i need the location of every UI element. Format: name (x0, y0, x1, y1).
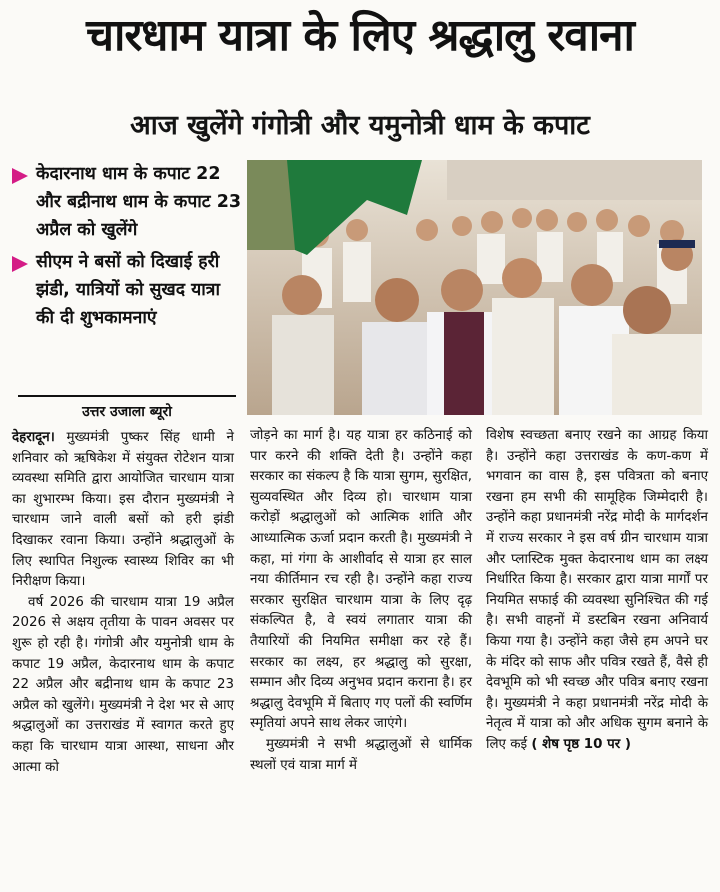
dateline: देहरादून। (12, 430, 55, 445)
article-column-2 (250, 426, 472, 776)
paragraph: जोड़ने का मार्ग है। यह यात्रा हर कठिनाई को पार करने की शक्ति देती है। उन्होंने कहा सरकार का संकल्प है कि यात्रा सुगम, सुरक्षित, सुव्यवस्थित और दिव्य हो। चारधाम यात्रा करोड़ों श्रद्धालुओं को आत्मिक शांति और आध्यात्मिक ऊर्जा प्रदान करती है। मुख्यमंत्री ने कहा, मां गंगा के आशीर्वाद से यात्रा हर साल नया कीर्तिमान रच रही है। उन्होंने कहा राज्य सरकार सुरक्षित चारधाम यात्रा के लिए दृढ़ संकल्पित है, वे स्वयं लगातार यात्रा की तैयारियों की नियमित समीक्षा कर रहे हैं। सरकार का लक्ष्य, हर श्रद्धालु को सुरक्षा, सम्मान और दिव्य अनुभव प्रदान कराना है। हर श्रद्धालु देवभूमि में बिताए गए पलों की स्वर्णिम स्मृतियां अपने साथ लेकर जाएंगे। (250, 428, 472, 732)
photo-illustration (247, 160, 702, 415)
bullet-text: सीएम ने बसों को दिखाई हरी झंडी, यात्रियों को सुखद यात्रा की दी शुभकामनाएं (36, 252, 220, 328)
triangle-bullet-icon (12, 168, 28, 184)
paragraph: वर्ष 2026 की चारधाम यात्रा 19 अप्रैल 2026 से अक्षय तृतीया के पावन अवसर पर शुरू हो रही है। गंगोत्री और यमुनोत्री धाम के कपाट 19 अप्रैल, केदारनाथ धाम के कपाट 22 अप्रैल और बद्रीनाथ धाम के कपाट 23 अप्रैल को खुलेंगे। मुख्यमंत्री ने देश भर से आए श्रद्धालुओं का उत्तराखंड में स्वागत करते हुए कहा कि चारधाम यात्रा आस्था, साधना और आत्मा को (12, 594, 234, 775)
article-column-3 (486, 426, 708, 756)
article-column-1 (12, 428, 234, 778)
highlight-bullet (12, 160, 244, 244)
highlight-bullet (12, 248, 244, 332)
bullet-text: केदारनाथ धाम के कपाट 22 और बद्रीनाथ धाम के कपाट 23 अप्रैल को खुलेंगे (36, 164, 242, 240)
paragraph (12, 428, 234, 593)
paragraph (486, 426, 708, 756)
paragraph-text: मुख्यमंत्री पुष्कर सिंह धामी ने शनिवार को ऋषिकेश में संयुक्त रोटेशन यात्रा व्यवस्था समिति द्वारा आयोजित चारधाम यात्रा का शुभारम्भ किया। इस दौरान मुख्यमंत्री ने चारधाम जाने वाली बसों को हरी झंडी दिखाकर रवाना किया। उन्होंने श्रद्धालुओं के लिए स्थापित निशुल्क स्वास्थ्य शिविर का भी निरीक्षण किया। (12, 430, 234, 590)
news-photo (247, 160, 702, 415)
continued-note: ( शेष पृष्ठ 10 पर ) (531, 736, 631, 752)
subheadline: आज खुलेंगे गंगोत्री और यमुनोत्री धाम के कपाट (130, 110, 590, 141)
paragraph-text: विशेष स्वच्छता बनाए रखने का आग्रह किया है। उन्होंने कहा उत्तराखंड के कण-कण में भगवान का वास है, इस पवित्रता को बनाए रखना हम सभी की सामूहिक जिम्मेदारी है। उन्होंने कहा प्रधानमंत्री नरेंद्र मोदी के मार्गदर्शन में राज्य सरकार ने इस वर्ष ग्रीन चारधाम यात्रा और प्लास्टिक मुक्त केदारनाथ धाम का लक्ष्य निर्धारित किया है। सरकार द्वारा यात्रा मार्गों पर नियमित सफाई की व्यवस्था सुनिश्चित की गई है। सभी वाहनों में डस्टबिन रखना अनिवार्य किया गया है। उन्होंने कहा जैसे हम अपने घर के मंदिर को साफ और पवित्र रखते हैं, वैसे ही देवभूमि को भी स्वच्छ और पवित्र बनाए रखना है। मुख्यमंत्री ने कहा प्रधानमंत्री नरेंद्र मोदी के नेतृत्व में यात्रा को और अधिक सुगम बनाने के लिए कई (486, 428, 708, 752)
byline: उत्तर उजाला ब्यूरो (82, 404, 172, 420)
highlight-bullets (12, 160, 244, 336)
paragraph: मुख्यमंत्री ने सभी श्रद्धालुओं से धार्मिक स्थलों एवं यात्रा मार्ग में (250, 736, 472, 773)
byline-rule (18, 395, 236, 397)
triangle-bullet-icon (12, 256, 28, 272)
headline: चारधाम यात्रा के लिए श्रद्धालु रवाना (86, 10, 634, 61)
